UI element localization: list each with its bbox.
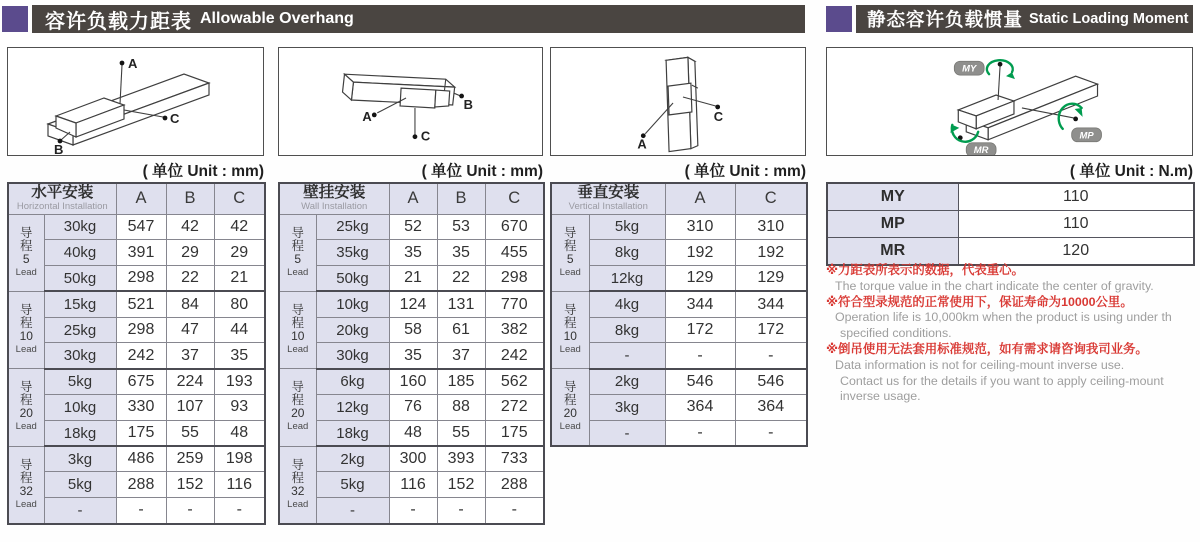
horizontal-installation-table [7,182,266,525]
load-cell: 4kg [589,291,665,317]
moment-value-cell: 120 [958,238,1194,266]
column-header-cell: C [485,183,544,214]
table-row [279,291,544,317]
moment-rail-drawing [827,48,1192,155]
lead-cell [279,214,316,291]
lead-zh: 导 [19,380,33,395]
lead-en: Lead [15,421,37,433]
table-row [551,343,807,369]
table-body [8,183,265,524]
accent-square-icon [826,6,852,32]
value-cell: 84 [166,291,214,317]
table-row [8,395,265,421]
value-cell: 37 [166,343,214,369]
lead-zh: 导 [291,225,304,240]
table-row [279,446,544,472]
value-cell: 300 [389,446,437,472]
value-cell: 175 [116,420,166,446]
moment-name-cell: MY [827,183,958,211]
point-a-label: A [128,56,138,71]
value-cell: 55 [437,420,485,446]
load-cell: 2kg [589,369,665,395]
overhang-title-zh: 容许负载力距表 [45,10,192,33]
table-row [8,498,265,524]
lead-zh: 程 [19,470,33,485]
moment-row [827,183,1194,211]
note-line: The torque value in the chart indicate the center of gravity. [835,278,1154,293]
value-cell: - [735,343,807,369]
table-header-row [8,183,265,214]
load-cell: 35kg [316,240,389,266]
table-row [8,369,265,395]
value-cell: 160 [389,369,437,395]
table-row [551,266,807,292]
note-line: ※符合型录规范的正常使用下，保证寿命为10000公里。 [826,294,1133,309]
table-row [8,291,265,317]
value-cell: 546 [735,369,807,395]
value-cell: 42 [214,214,265,240]
load-cell: 30kg [44,343,116,369]
lead-en: Lead [559,344,581,356]
lead-en: Lead [15,498,37,510]
load-cell: 15kg [44,291,116,317]
value-cell: 175 [485,420,544,446]
value-cell: 172 [665,317,735,343]
value-cell: 670 [485,214,544,240]
load-cell: 18kg [316,420,389,446]
value-cell: 382 [485,317,544,343]
horizontal-rail-drawing [8,48,263,155]
column-header-cell: A [389,183,437,214]
lead-zh: 程 [563,393,577,408]
column-header-cell: A [665,183,735,214]
value-cell: 116 [389,472,437,498]
table-row [279,420,544,446]
table-row [8,472,265,498]
lead-en: Lead [287,344,309,356]
lead-number: 5 [22,251,30,266]
lead-cell [551,291,589,368]
value-cell: 35 [389,343,437,369]
value-cell: 242 [485,343,544,369]
load-cell: 50kg [44,266,116,292]
lead-zh: 程 [563,316,577,331]
installation-name-cell [8,183,116,214]
value-cell: - [665,420,735,446]
vertical-installation-table [550,182,808,447]
lead-cell [279,369,316,446]
note-line: inverse usage. [840,389,921,404]
value-cell: 675 [116,369,166,395]
load-cell: - [316,498,389,524]
column-header-cell: C [214,183,265,214]
value-cell: 521 [116,291,166,317]
lead-en: Lead [15,344,37,356]
table-row [279,472,544,498]
lead-en: Lead [287,421,309,433]
table-row [551,240,807,266]
value-cell: 298 [485,266,544,292]
table-row [279,214,544,240]
table-row [551,395,807,421]
table-row [8,214,265,240]
lead-zh: 导 [19,303,33,318]
note-line: Contact us for the details if you want to apply ceiling-mount [840,373,1164,388]
load-cell: 5kg [316,472,389,498]
table-row [279,498,544,524]
lead-number: 20 [563,406,577,421]
table-row [8,266,265,292]
lead-zh: 导 [563,303,577,318]
lead-zh: 导 [563,380,577,395]
installation-name-en: Vertical Installation [568,201,648,213]
note-line: Data information is not for ceiling-mount inverse use. [835,357,1125,372]
lead-zh: 程 [19,316,33,331]
value-cell: 259 [166,446,214,472]
table-row [8,240,265,266]
value-cell: 770 [485,291,544,317]
table-row [8,317,265,343]
installation-name-zh: 垂直安装 [577,184,640,202]
table-row [279,240,544,266]
value-cell: 21 [389,266,437,292]
wall-installation-table [278,182,545,525]
lead-cell [8,214,44,291]
value-cell: 310 [665,214,735,240]
my-badge: MY [962,63,977,75]
allowable-overhang-header-bar [32,5,805,33]
lead-number: 32 [291,483,305,498]
notes-block [826,263,1200,405]
vertical-rail-drawing [551,48,805,155]
value-cell: 486 [116,446,166,472]
value-cell: 29 [214,240,265,266]
value-cell: 80 [214,291,265,317]
value-cell: 185 [437,369,485,395]
value-cell: 242 [116,343,166,369]
load-cell: - [589,343,665,369]
point-c-label: C [170,111,180,126]
value-cell: 48 [389,420,437,446]
value-cell: 22 [437,266,485,292]
unit-label-nm: ( 单位 Unit : N.m) [1069,163,1193,180]
lead-cell [551,214,589,291]
value-cell: 129 [735,266,807,292]
value-cell: 393 [437,446,485,472]
table-header-row [551,183,807,214]
point-b-label: B [54,142,64,155]
lead-cell [279,446,316,523]
value-cell: 192 [735,240,807,266]
lead-zh: 程 [291,238,304,253]
table-body [279,183,544,524]
moment-row [827,238,1194,266]
load-cell: 25kg [316,214,389,240]
installation-name-cell [551,183,665,214]
point-b-label: B [463,96,473,112]
value-cell: 546 [665,369,735,395]
note-line: ※力距表所表示的数据，代表重心。 [826,263,1024,277]
table-row [279,395,544,421]
value-cell: 193 [214,369,265,395]
load-cell: 25kg [44,317,116,343]
lead-zh: 程 [291,393,304,408]
value-cell: 391 [116,240,166,266]
installation-name-en: Horizontal Installation [16,201,108,213]
value-cell: 58 [389,317,437,343]
table-row [551,369,807,395]
lead-zh: 导 [291,457,304,472]
lead-zh: 程 [19,393,33,408]
value-cell: - [389,498,437,524]
lead-zh: 导 [563,225,577,240]
table-row [8,420,265,446]
table-row [8,446,265,472]
lead-cell [8,369,44,446]
column-header-cell: A [116,183,166,214]
value-cell: 48 [214,420,265,446]
value-cell: - [735,420,807,446]
value-cell: 310 [735,214,807,240]
load-cell: 6kg [316,369,389,395]
point-a-label: A [637,136,647,152]
note-line: Operation life is 10,000km when the product is using under th [835,310,1172,325]
moment-name-cell: MP [827,211,958,238]
lead-en: Lead [15,266,37,278]
value-cell: 35 [389,240,437,266]
load-cell: - [589,420,665,446]
load-cell: 12kg [589,266,665,292]
value-cell: 364 [735,395,807,421]
installation-name-zh: 水平安装 [31,184,94,202]
value-cell: 298 [116,317,166,343]
wall-installation-diagram [278,47,543,156]
lead-number: 20 [19,406,33,421]
column-header-cell: B [437,183,485,214]
value-cell: 131 [437,291,485,317]
load-cell: 2kg [316,446,389,472]
value-cell: - [214,498,265,524]
wall-rail-drawing [279,48,542,155]
moment-row [827,211,1194,238]
value-cell: 547 [116,214,166,240]
moment-name-cell: MR [827,238,958,266]
value-cell: 288 [116,472,166,498]
table-row [551,291,807,317]
load-cell: 3kg [589,395,665,421]
value-cell: - [116,498,166,524]
unit-label-mm: ( 单位 Unit : mm) [684,163,806,180]
lead-number: 5 [566,251,574,266]
lead-zh: 程 [563,238,577,253]
overhang-title-en: Allowable Overhang [200,10,354,27]
value-cell: 272 [485,395,544,421]
lead-en: Lead [559,266,581,278]
value-cell: 224 [166,369,214,395]
load-cell: 10kg [44,395,116,421]
point-c-label: C [713,108,724,124]
installation-name-zh: 壁挂安装 [303,184,366,202]
load-cell: 30kg [44,214,116,240]
load-cell: 5kg [44,369,116,395]
moment-title-zh: 静态容许负载惯量 [867,9,1024,30]
value-cell: 330 [116,395,166,421]
value-cell: 22 [166,266,214,292]
value-cell: 42 [166,214,214,240]
moment-table [826,182,1195,266]
column-header-cell: C [735,183,807,214]
table-row [279,369,544,395]
value-cell: 37 [437,343,485,369]
table-row [551,214,807,240]
value-cell: 129 [665,266,735,292]
lead-zh: 导 [291,380,304,395]
load-cell: - [44,498,116,524]
load-cell: 18kg [44,420,116,446]
load-cell: 8kg [589,240,665,266]
column-header-cell: B [166,183,214,214]
value-cell: - [665,343,735,369]
load-cell: 3kg [44,446,116,472]
installation-name-cell [279,183,389,214]
load-cell: 40kg [44,240,116,266]
value-cell: 198 [214,446,265,472]
note-line: specified conditions. [840,326,952,341]
unit-label-mm: ( 单位 Unit : mm) [142,163,264,180]
table-row [279,343,544,369]
moment-value-cell: 110 [958,211,1194,238]
load-cell: 8kg [589,317,665,343]
load-cell: 12kg [316,395,389,421]
value-cell: 44 [214,317,265,343]
load-cell: 20kg [316,317,389,343]
note-line: ※倒吊使用无法套用标准规范，如有需求请咨询我司业务。 [826,341,1148,356]
mr-badge: MR [973,145,989,155]
value-cell: - [485,498,544,524]
value-cell: 288 [485,472,544,498]
static-moment-diagram [826,47,1193,156]
horizontal-installation-diagram [7,47,264,156]
lead-number: 32 [19,483,33,498]
static-loading-header-bar [856,5,1193,33]
lead-cell [8,291,44,368]
value-cell: 88 [437,395,485,421]
value-cell: 124 [389,291,437,317]
lead-number: 5 [294,251,302,266]
accent-square-icon [2,6,28,32]
table-row [279,266,544,292]
lead-cell [551,369,589,446]
point-a-label: A [362,108,372,124]
mp-badge: MP [1079,130,1094,142]
value-cell: 364 [665,395,735,421]
lead-number: 20 [291,406,305,421]
value-cell: 562 [485,369,544,395]
installation-name-en: Wall Installation [301,201,368,213]
unit-label-mm: ( 单位 Unit : mm) [421,163,543,180]
lead-zh: 导 [291,303,304,318]
table-row [551,317,807,343]
lead-en: Lead [559,421,581,433]
value-cell: 47 [166,317,214,343]
lead-en: Lead [287,498,309,510]
value-cell: 344 [735,291,807,317]
lead-number: 10 [291,329,305,344]
value-cell: 298 [116,266,166,292]
point-c-label: C [420,128,431,144]
value-cell: 55 [166,420,214,446]
value-cell: 35 [214,343,265,369]
load-cell: 10kg [316,291,389,317]
load-cell: 30kg [316,343,389,369]
lead-zh: 导 [19,457,33,472]
table-body [551,183,807,446]
moment-value-cell: 110 [958,183,1194,211]
value-cell: 107 [166,395,214,421]
value-cell: 116 [214,472,265,498]
table-row [551,420,807,446]
load-cell: 50kg [316,266,389,292]
value-cell: 61 [437,317,485,343]
lead-number: 10 [563,329,577,344]
table-row [8,343,265,369]
value-cell: 53 [437,214,485,240]
value-cell: 733 [485,446,544,472]
value-cell: - [166,498,214,524]
value-cell: 172 [735,317,807,343]
moment-title-en: Static Loading Moment [1029,11,1189,27]
value-cell: 455 [485,240,544,266]
value-cell: 29 [166,240,214,266]
lead-zh: 程 [291,316,304,331]
lead-en: Lead [287,266,309,278]
table-row [279,317,544,343]
table-header-row [279,183,544,214]
lead-cell [8,446,44,523]
load-cell: 5kg [44,472,116,498]
load-cell: 5kg [589,214,665,240]
lead-zh: 导 [19,225,33,240]
value-cell: 76 [389,395,437,421]
vertical-installation-diagram [550,47,806,156]
value-cell: 35 [437,240,485,266]
lead-number: 10 [19,329,33,344]
lead-zh: 程 [291,470,304,485]
value-cell: 344 [665,291,735,317]
value-cell: 152 [437,472,485,498]
value-cell: 192 [665,240,735,266]
lead-zh: 程 [19,238,33,253]
value-cell: - [437,498,485,524]
lead-cell [279,291,316,368]
value-cell: 21 [214,266,265,292]
value-cell: 52 [389,214,437,240]
value-cell: 152 [166,472,214,498]
value-cell: 93 [214,395,265,421]
